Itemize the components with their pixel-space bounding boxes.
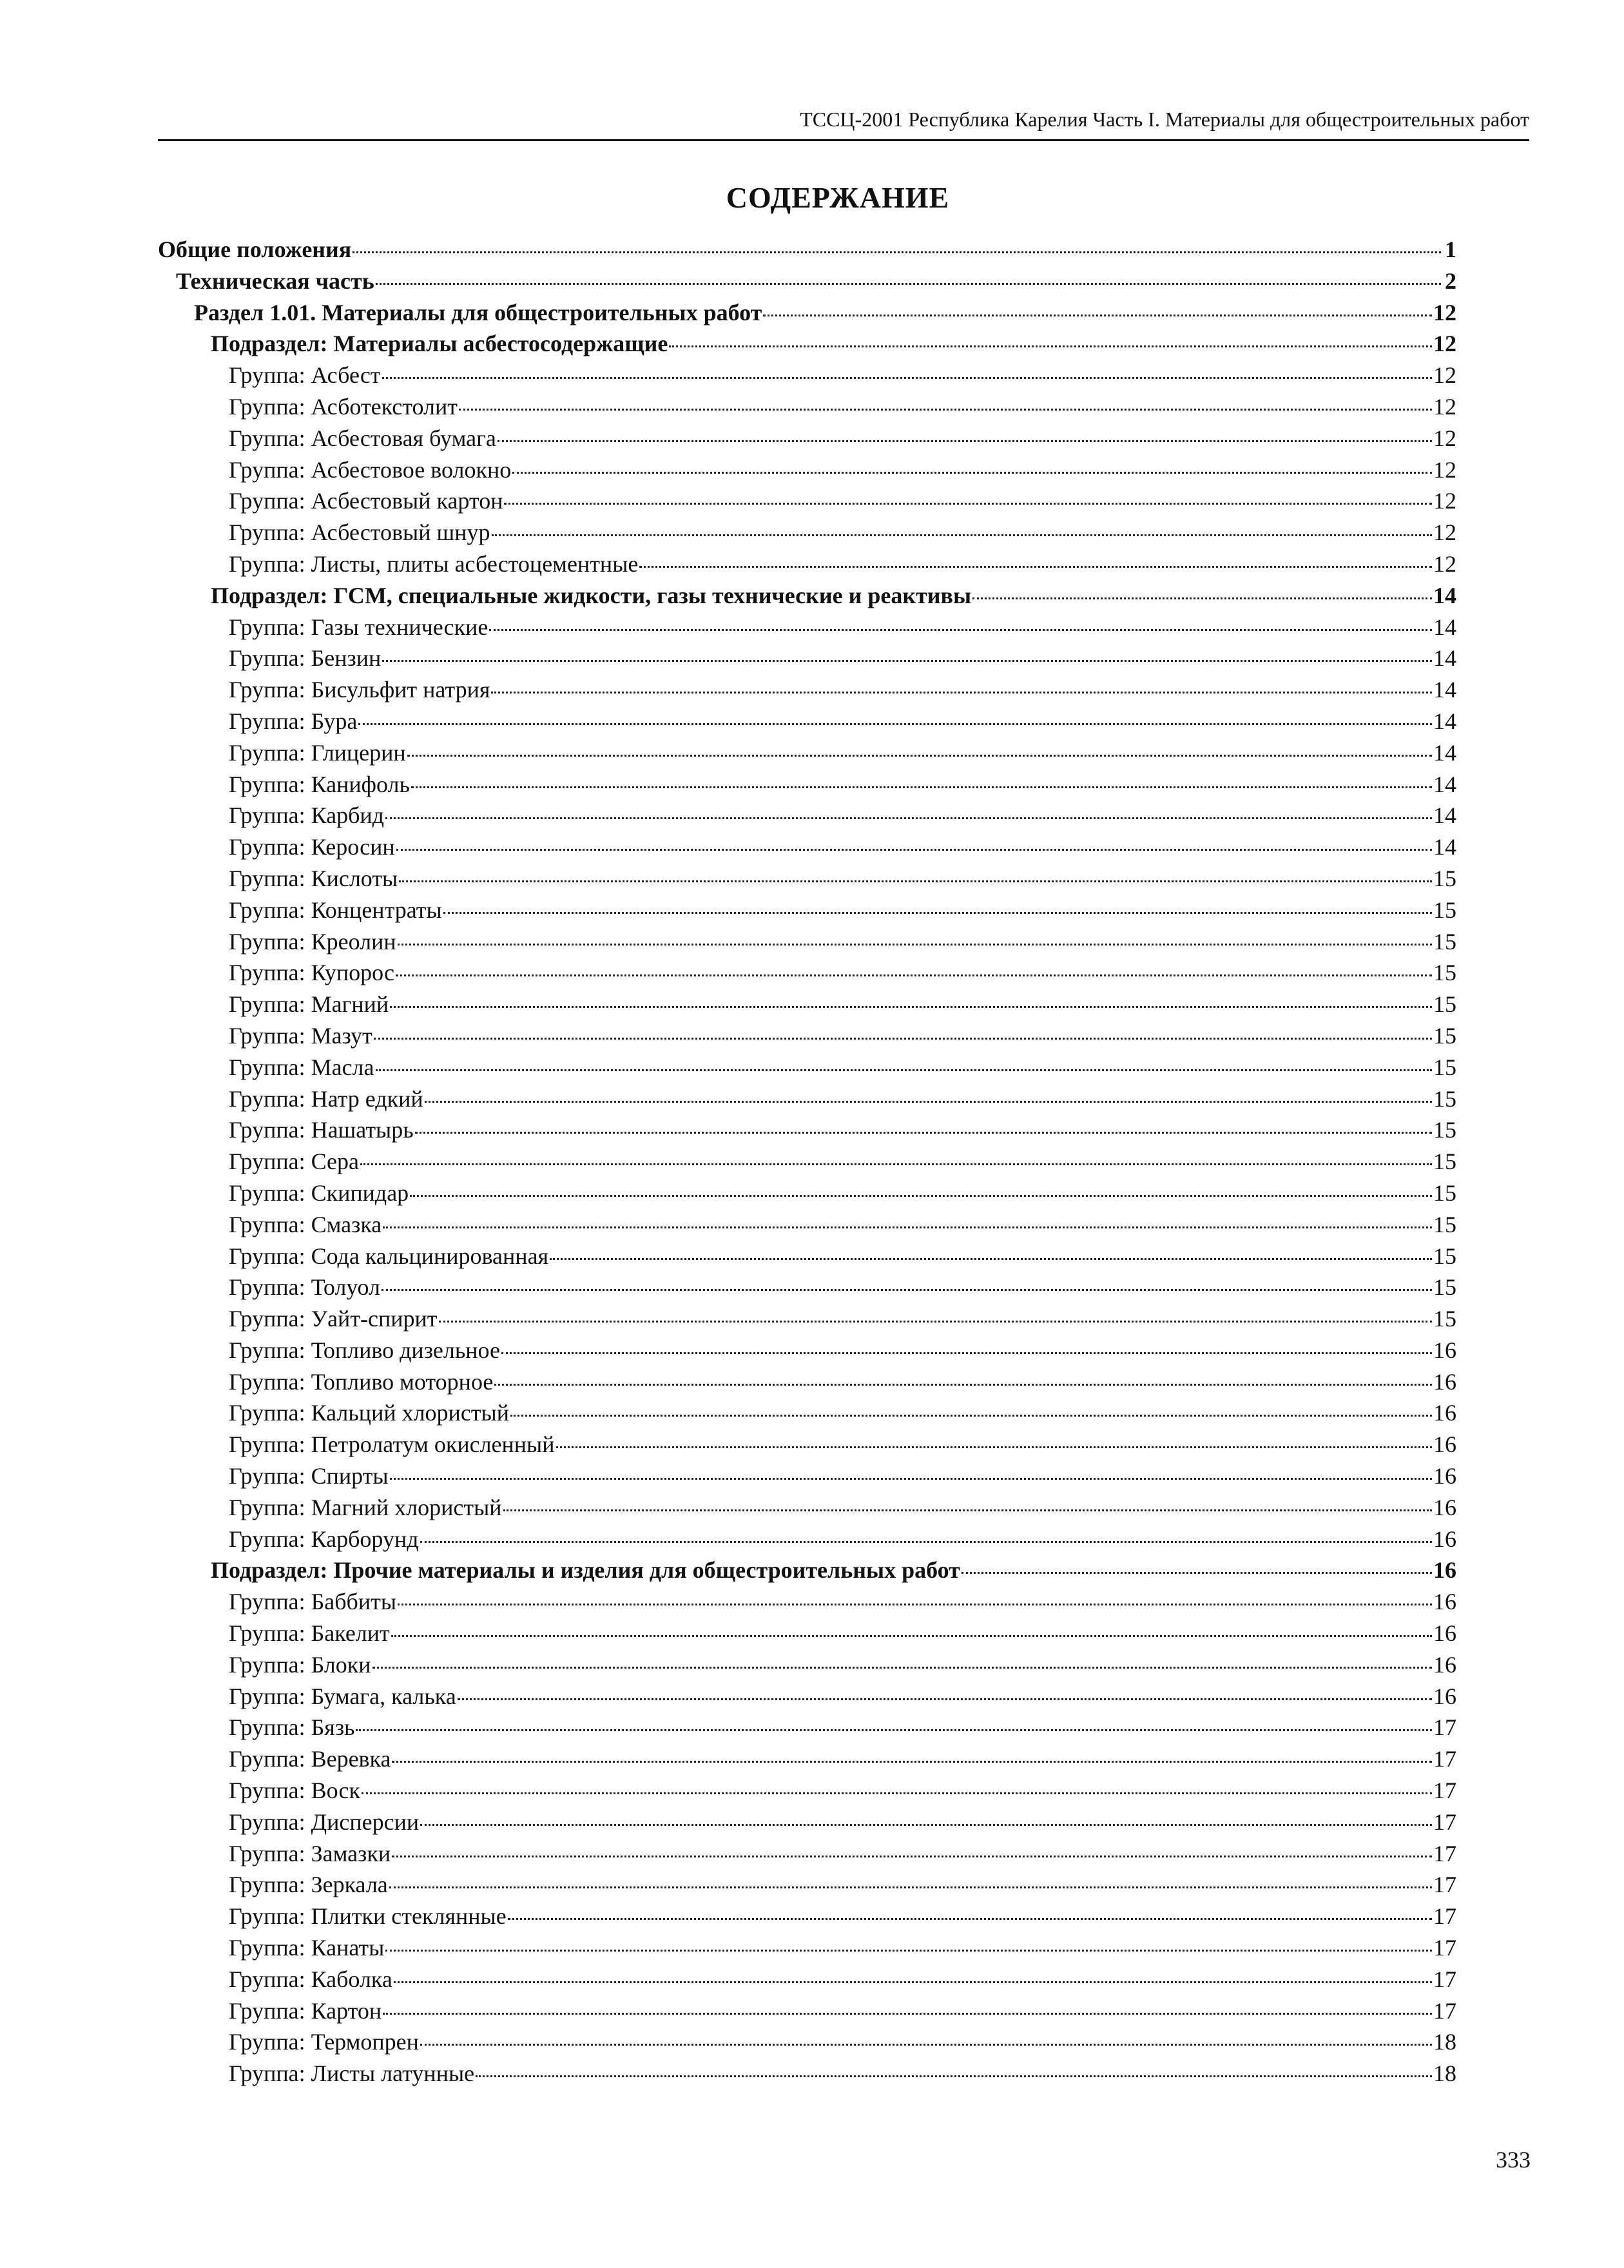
toc-entry[interactable] [158,926,1456,958]
toc-entry-label: Группа: Сера [229,1149,359,1175]
dot-leader [503,1509,1432,1511]
dot-leader [550,1258,1432,1260]
toc-entry[interactable] [158,1052,1456,1083]
toc-entry-label: Группа: Магний хлористый [229,1494,502,1520]
dot-leader [410,1195,1432,1197]
toc-entry[interactable] [158,612,1456,643]
dot-leader [392,1761,1432,1763]
toc-entry-page: 14 [1433,708,1456,734]
dot-leader [420,1824,1432,1826]
toc-entry-page: 1 [1445,237,1456,262]
dot-leader [398,1604,1432,1605]
toc-entry-page: 12 [1433,393,1456,420]
toc-entry[interactable] [158,1775,1456,1807]
toc-entry-label: Группа: Веревка [229,1746,391,1772]
toc-entry[interactable] [158,1743,1456,1775]
toc-entry[interactable] [158,1241,1456,1272]
toc-entry-page: 17 [1433,1903,1456,1930]
dot-leader [512,472,1432,474]
toc-entry[interactable] [158,1995,1456,2027]
toc-entry-label: Группа: Асбестовый картон [229,488,503,514]
toc-entry-page: 17 [1433,1997,1456,2024]
dot-leader [376,283,1441,285]
toc-entry-label: Общие положения [158,237,352,262]
dot-leader [492,534,1433,536]
toc-entry-page: 14 [1433,802,1456,829]
toc-entry-page: 14 [1433,582,1456,608]
toc-entry-label: Группа: Бура [229,708,358,734]
toc-entry[interactable] [158,957,1456,989]
toc-entry-label: Группа: Петролатум окисленный [229,1431,555,1458]
dot-leader [374,1038,1432,1040]
dot-leader [962,1572,1432,1574]
toc-entry-page: 16 [1433,1620,1456,1647]
toc-entry-label: Группа: Асбестовое волокно [229,456,512,483]
dot-leader [382,660,1432,662]
toc-entry-page: 16 [1433,1400,1456,1426]
toc-entry-label: Группа: Креолин [229,928,396,955]
toc-entry[interactable] [158,1209,1456,1241]
running-header: ТССЦ-2001 Республика Карелия Часть I. Материалы для общестроительных работ [800,108,1529,131]
toc-entry-page: 17 [1433,1808,1456,1835]
dot-leader [398,944,1432,945]
dot-leader [382,377,1432,379]
toc-entry[interactable] [158,1114,1456,1146]
toc-entry-page: 14 [1433,645,1456,672]
toc-entry-page: 15 [1433,1211,1456,1237]
toc-entry-label: Группа: Кальций хлористый [229,1400,509,1426]
toc-entry-page: 14 [1433,739,1456,766]
dot-leader [439,1321,1432,1323]
toc-entry[interactable] [158,1681,1456,1712]
toc-entry-page: 17 [1433,1778,1456,1804]
dot-leader [390,1006,1432,1008]
toc-entry[interactable] [158,1586,1456,1618]
toc-entry-label: Подраздел: Материалы асбестосодержащие [211,331,668,357]
toc-entry[interactable] [158,1555,1456,1586]
toc-entry[interactable] [158,1460,1456,1492]
toc-entry-page: 15 [1433,1306,1456,1332]
toc-entry-page: 12 [1433,331,1456,357]
toc-entry[interactable] [158,328,1456,360]
toc-entry-label: Группа: Дисперсии [229,1808,420,1835]
dot-leader [392,1856,1432,1857]
dot-leader [391,1635,1432,1637]
dot-leader [556,1446,1433,1448]
toc-entry-label: Группа: Магний [229,991,389,1018]
toc-entry-label: Подраздел: Прочие материалы и изделия для общестроительных работ [211,1557,960,1584]
toc-entry-page: 14 [1433,834,1456,860]
toc-entry-label: Группа: Картон [229,1997,382,2024]
dot-leader [389,1886,1432,1888]
toc-entry-page: 15 [1433,1274,1456,1301]
toc-entry-label: Группа: Воск [229,1778,360,1804]
toc-entry[interactable] [158,769,1456,800]
toc-entry-label: Группа: Бисульфит натрия [229,677,490,703]
dot-leader [383,2013,1432,2015]
toc-entry-page: 18 [1433,2060,1456,2087]
dot-leader [494,1384,1432,1386]
toc-entry-page: 17 [1433,1872,1456,1898]
toc-entry-page: 15 [1433,865,1456,891]
toc-entry-label: Группа: Купорос [229,960,395,986]
toc-entry-page: 17 [1433,1746,1456,1772]
dot-leader [382,1289,1432,1291]
toc-entry-label: Группа: Замазки [229,1840,391,1866]
toc-entry-label: Группа: Натр едкий [229,1085,423,1112]
toc-entry-label: Группа: Глицерин [229,739,406,766]
dot-leader [763,315,1432,316]
toc-entry-page: 16 [1433,1431,1456,1458]
toc-entry[interactable] [158,895,1456,926]
toc-entry-label: Группа: Зеркала [229,1872,388,1898]
dot-leader [639,566,1432,568]
toc-entry[interactable] [158,831,1456,863]
toc-entry-page: 15 [1433,991,1456,1018]
toc-entry-label: Группа: Уайт-спирит [229,1306,438,1332]
toc-entry-label: Группа: Листы латунные [229,2060,475,2087]
dot-leader [376,1069,1433,1071]
toc-entry-label: Группа: Асбест [229,362,381,389]
toc-entry-label: Группа: Керосин [229,834,395,860]
toc-entry-page: 12 [1433,299,1456,325]
toc-entry-page: 16 [1433,1526,1456,1552]
toc-entry-label: Группа: Асбестовая бумага [229,425,496,451]
dot-leader [358,723,1432,725]
toc-entry-page: 16 [1433,1651,1456,1678]
dot-leader [385,817,1432,819]
toc-entry[interactable] [158,1303,1456,1335]
toc-entry-label: Группа: Нашатырь [229,1117,414,1143]
toc-entry-page: 2 [1445,267,1456,294]
toc-entry[interactable] [158,863,1456,895]
toc-entry-page: 16 [1433,1589,1456,1615]
toc-entry-page: 15 [1433,1054,1456,1080]
toc-entry-label: Группа: Карборунд [229,1526,419,1552]
dot-leader [459,409,1432,411]
dot-leader [390,1478,1432,1480]
toc-entry-label: Группа: Смазка [229,1211,382,1237]
toc-entry-label: Группа: Концентраты [229,897,442,923]
toc-entry-label: Подраздел: ГСМ, специальные жидкости, газы технические и реактивы [211,582,972,608]
toc-entry[interactable] [158,1964,1456,1995]
toc-entry[interactable] [158,1335,1456,1366]
toc-entry-label: Группа: Топливо дизельное [229,1337,500,1363]
toc-entry[interactable] [158,1838,1456,1870]
toc-entry[interactable] [158,800,1456,831]
toc-entry-label: Группа: Каболка [229,1966,392,1992]
dot-leader [504,503,1432,505]
dot-leader [510,1415,1432,1417]
dot-leader [396,849,1432,851]
toc-entry-label: Группа: Листы, плиты асбестоцементные [229,550,639,577]
toc-entry-page: 16 [1433,1683,1456,1709]
toc-entry[interactable] [158,423,1456,454]
toc-entry[interactable] [158,1020,1456,1052]
dot-leader [420,1541,1432,1543]
toc-entry[interactable] [158,266,1456,297]
dot-leader [501,1352,1432,1354]
toc-entry-page: 12 [1433,488,1456,514]
dot-leader [476,2075,1432,2077]
toc-entry[interactable] [158,1272,1456,1303]
dot-leader [491,692,1432,693]
toc-entry-label: Группа: Бязь [229,1714,355,1741]
toc-entry-page: 15 [1433,1243,1456,1269]
toc-entry[interactable] [158,1869,1456,1901]
toc-entry-page: 15 [1433,960,1456,986]
toc-entry[interactable] [158,1618,1456,1649]
toc-entry[interactable] [158,580,1456,612]
toc-entry[interactable] [158,706,1456,737]
toc-entry-label: Группа: Блоки [229,1651,371,1678]
toc-entry[interactable] [158,485,1456,517]
toc-entry-label: Группа: Спирты [229,1463,389,1489]
toc-entry[interactable] [158,391,1456,423]
toc-entry[interactable] [158,1524,1456,1555]
toc-entry[interactable] [158,1083,1456,1115]
toc-entry-page: 15 [1433,897,1456,923]
dot-leader [372,1667,1433,1669]
toc-entry-page: 15 [1433,928,1456,955]
toc-entry-page: 16 [1433,1368,1456,1395]
dot-leader [415,1132,1432,1134]
toc-entry[interactable] [158,234,1456,266]
toc-entry[interactable] [158,1366,1456,1398]
dot-leader [385,1950,1432,1952]
toc-entry-label: Раздел 1.01. Материалы для общестроительных работ [194,299,762,325]
dot-leader [411,786,1432,788]
toc-entry[interactable] [158,1397,1456,1429]
toc-entry-label: Группа: Газы технические [229,614,488,640]
toc-entry-page: 12 [1433,550,1456,577]
toc-entry[interactable] [158,1178,1456,1209]
toc-entry[interactable] [158,297,1456,329]
dot-leader [362,1792,1432,1794]
toc-entry-label: Группа: Бумага, калька [229,1683,456,1709]
dot-leader [669,345,1432,347]
toc-entry[interactable] [158,989,1456,1020]
toc-entry-page: 14 [1433,771,1456,797]
header-divider [158,139,1529,141]
toc-entry[interactable] [158,674,1456,706]
toc-entry-label: Группа: Топливо моторное [229,1368,494,1395]
dot-leader [443,912,1432,914]
toc-entry-page: 15 [1433,1117,1456,1143]
toc-entry-label: Группа: Толуол [229,1274,380,1301]
toc-entry-label: Группа: Канифоль [229,771,410,797]
toc-entry-label: Группа: Асботекстолит [229,393,458,420]
table-of-contents [158,234,1456,2089]
toc-entry-page: 17 [1433,1840,1456,1866]
toc-entry-label: Группа: Кислоты [229,865,398,891]
toc-entry-label: Группа: Асбестовый шнур [229,519,490,546]
toc-entry[interactable] [158,1492,1456,1524]
toc-entry[interactable] [158,1429,1456,1460]
dot-leader [360,1163,1432,1165]
toc-entry-page: 16 [1433,1557,1456,1584]
toc-entry-page: 18 [1433,2029,1456,2055]
toc-entry-page: 15 [1433,1149,1456,1175]
toc-entry-page: 12 [1433,425,1456,451]
dot-leader [383,1226,1432,1228]
toc-entry-label: Техническая часть [176,267,374,294]
toc-entry[interactable] [158,737,1456,769]
dot-leader [394,1981,1432,1983]
dot-leader [425,1101,1432,1103]
toc-entry-page: 15 [1433,1085,1456,1112]
dot-leader [353,251,1441,253]
toc-entry-page: 16 [1433,1463,1456,1489]
toc-entry[interactable] [158,360,1456,391]
toc-entry[interactable] [158,1807,1456,1838]
toc-entry-label: Группа: Карбид [229,802,384,829]
dot-leader [498,440,1432,442]
toc-entry[interactable] [158,548,1456,580]
toc-entry-label: Группа: Бензин [229,645,382,672]
dot-leader [420,2044,1432,2046]
toc-entry-page: 17 [1433,1714,1456,1741]
toc-entry-page: 15 [1433,1022,1456,1049]
toc-entry[interactable] [158,1712,1456,1743]
dot-leader [356,1729,1432,1731]
toc-entry[interactable] [158,454,1456,486]
toc-entry-label: Группа: Канаты [229,1935,385,1961]
toc-entry-page: 12 [1433,456,1456,483]
toc-entry-page: 16 [1433,1337,1456,1363]
toc-entry-page: 17 [1433,1966,1456,1992]
page-number: 333 [1496,2147,1531,2173]
toc-entry[interactable] [158,1932,1456,1964]
dot-leader [489,629,1432,631]
toc-entry-label: Группа: Масла [229,1054,374,1080]
toc-entry-label: Группа: Плитки стеклянные [229,1903,507,1930]
toc-entry-page: 17 [1433,1935,1456,1961]
dot-leader [407,755,1432,757]
toc-entry-label: Группа: Бакелит [229,1620,390,1647]
toc-entry[interactable] [158,643,1456,674]
page-title: СОДЕРЖАНИЕ [726,181,950,214]
toc-entry[interactable] [158,1146,1456,1178]
dot-leader [458,1698,1432,1700]
toc-entry-label: Группа: Мазут [229,1022,372,1049]
toc-entry[interactable] [158,2026,1456,2058]
toc-entry-label: Группа: Скипидар [229,1179,409,1206]
toc-entry-label: Группа: Баббиты [229,1589,397,1615]
toc-entry[interactable] [158,1649,1456,1681]
toc-entry[interactable] [158,2058,1456,2089]
dot-leader [508,1918,1432,1920]
toc-entry[interactable] [158,517,1456,548]
toc-entry-page: 15 [1433,1179,1456,1206]
toc-entry-page: 16 [1433,1494,1456,1520]
toc-entry[interactable] [158,1901,1456,1932]
dot-leader [972,597,1432,599]
toc-entry-page: 14 [1433,677,1456,703]
toc-entry-page: 12 [1433,362,1456,389]
dot-leader [396,974,1432,976]
toc-entry-label: Группа: Сода кальцинированная [229,1243,549,1269]
toc-entry-label: Группа: Термопрен [229,2029,419,2055]
toc-entry-page: 14 [1433,614,1456,640]
dot-leader [399,880,1432,882]
toc-entry-page: 12 [1433,519,1456,546]
